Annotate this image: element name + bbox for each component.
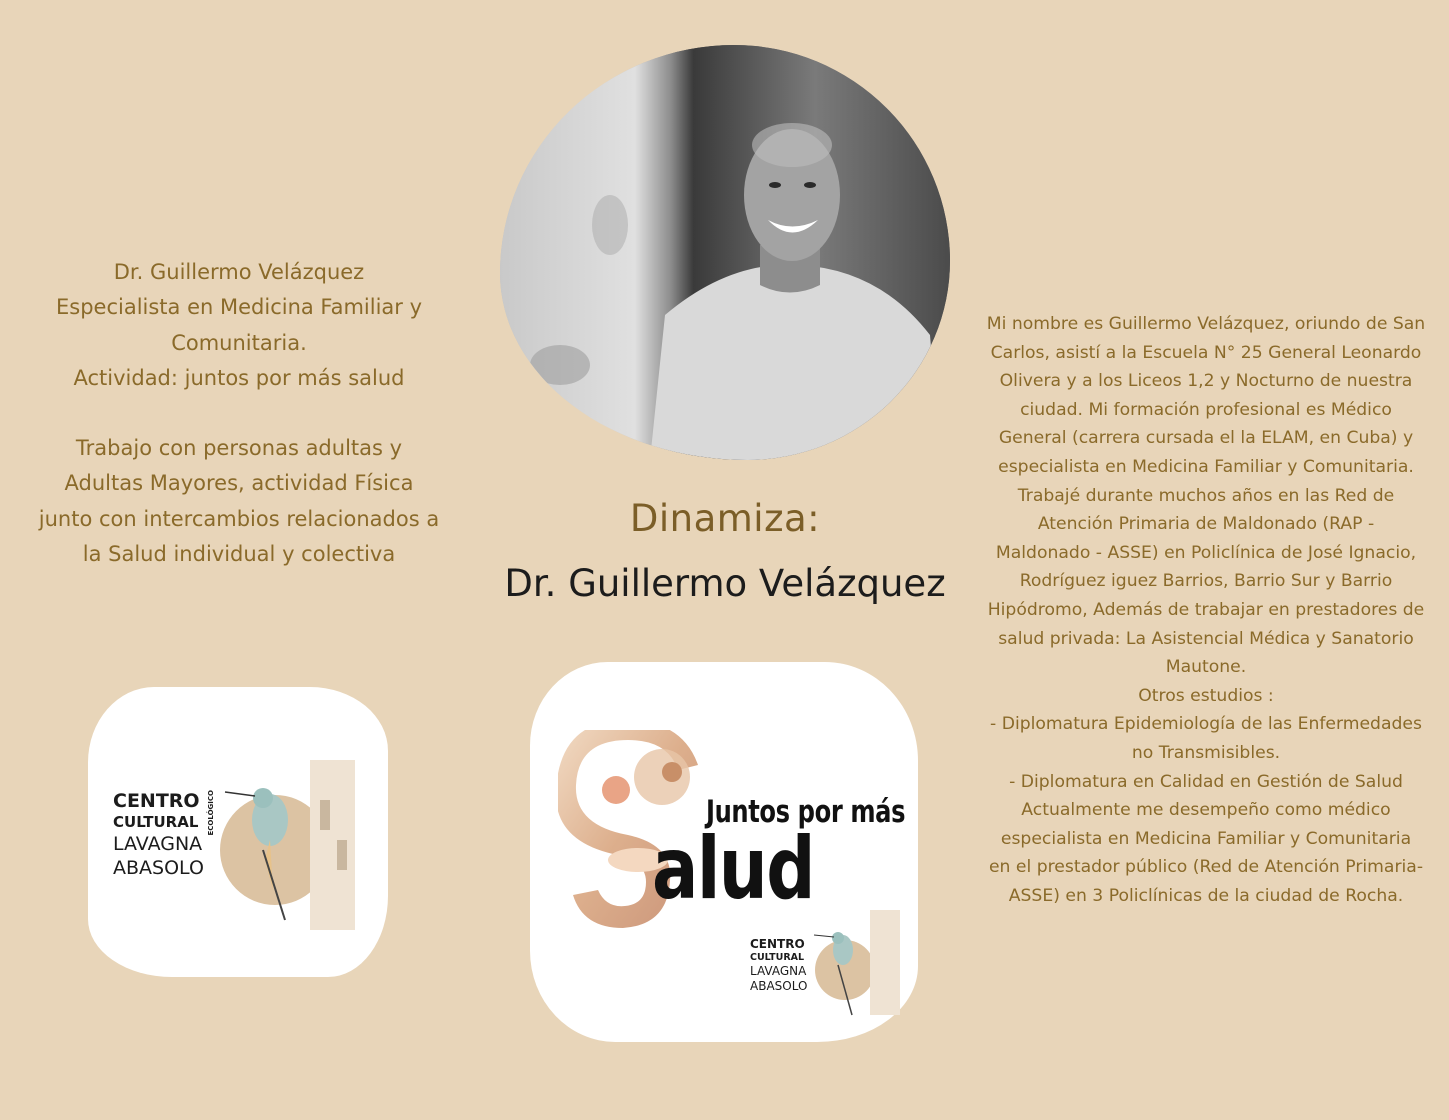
logo-centro-vertical: ECOLÓGICO: [207, 790, 215, 836]
bio-text-line: Otros estudios :: [1138, 685, 1274, 706]
left-text-line: Adultas Mayores, actividad Física: [64, 471, 414, 496]
left-text-line: Especialista en Medicina Familiar y: [55, 295, 423, 320]
bio-text-line: en el prestador público (Red de Atención Primaria-: [988, 857, 1424, 878]
small-hummingbird-art: [810, 905, 905, 1020]
bio-text-line: no Transmisibles.: [1131, 742, 1281, 763]
left-text-line: Dr. Guillermo Velázquez: [113, 260, 365, 284]
left-text-line: Trabajo con personas adultas y: [75, 436, 403, 461]
small-logo-line1: CENTRO: [750, 937, 805, 951]
small-logo-line4: ABASOLO: [750, 979, 808, 993]
bio-text-line: - Diplomatura Epidemiología de las Enfermedades: [990, 714, 1422, 735]
bio-text-line: Mi nombre es Guillermo Velázquez, oriundo de San: [986, 314, 1426, 334]
small-logo-centro-text: [750, 937, 807, 994]
logo-centro-text: [113, 790, 204, 880]
bio-text-line: Carlos, asistí a la Escuela N° 25 General Leonardo: [990, 342, 1422, 363]
bio-text-line: Trabajé durante muchos años en las Red de: [1017, 485, 1395, 506]
hummingbird-logo-art: [215, 740, 370, 940]
left-text-line: la Salud individual y colectiva: [82, 542, 396, 567]
bio-text-line: salud privada: La Asistencial Médica y Sanatorio: [998, 628, 1414, 649]
bio-text-line: Olivera y a los Liceos 1,2 y Nocturno de nuestra: [999, 371, 1413, 392]
bio-text-line: Atención Primaria de Maldonado (RAP -: [1037, 514, 1375, 535]
logo-centro-line2: CULTURAL: [113, 813, 199, 831]
bio-text-line: especialista en Medicina Familiar y Comunitaria.: [998, 456, 1414, 477]
logo-centro-line1: CENTRO: [113, 790, 200, 812]
small-logo-line3: LAVAGNA: [750, 964, 807, 978]
spacer: [18, 396, 460, 431]
bio-text-line: Hipódromo, Además de trabajar en prestadores de: [987, 599, 1425, 620]
doctor-name: Dr. Guillermo Velázquez: [504, 562, 946, 605]
bio-text-line: General (carrera cursada el la ELAM, en Cuba) y: [998, 428, 1414, 449]
left-text-line: junto con intercambios relacionados a: [38, 506, 440, 531]
small-logo-line2: CULTURAL: [750, 952, 805, 963]
bio-text-line: Maldonado - ASSE) en Policlínica de José Ignacio,: [995, 542, 1417, 563]
biography-text: [972, 310, 1440, 910]
bio-text-line: ASSE) en 3 Policlínicas de la ciudad de Rocha.: [1008, 885, 1404, 906]
left-block-1: [18, 255, 460, 396]
juntos-title-bottom: alud: [652, 819, 814, 919]
left-block-2: [18, 431, 460, 572]
dinamiza-heading: Dinamiza:: [629, 497, 821, 540]
left-text-line: Actividad: juntos por más salud: [73, 365, 405, 390]
people-photo-fragment: [622, 742, 692, 812]
bio-text-line: ciudad. Mi formación profesional es Médico: [1020, 399, 1392, 420]
portrait-photo: [500, 45, 950, 460]
bio-text-line: - Diplomatura en Calidad en Gestión de Salud: [1009, 771, 1403, 792]
bio-text-line: Actualmente me desempeño como médico: [1021, 800, 1391, 821]
juntos-title-top: Juntos por más: [706, 794, 906, 830]
bio-text-line: Rodríguez iguez Barrios, Barrio Sur y Barrio: [1019, 571, 1393, 592]
logo-centro-line4: ABASOLO: [113, 857, 204, 879]
left-text-line: Comunitaria.: [171, 330, 307, 355]
bio-text-line: especialista en Medicina Familiar y Comunitaria: [1000, 828, 1412, 849]
logo-centro-line3: LAVAGNA: [113, 833, 203, 855]
bio-text-line: Mautone.: [1165, 657, 1247, 678]
left-description: [18, 255, 460, 572]
